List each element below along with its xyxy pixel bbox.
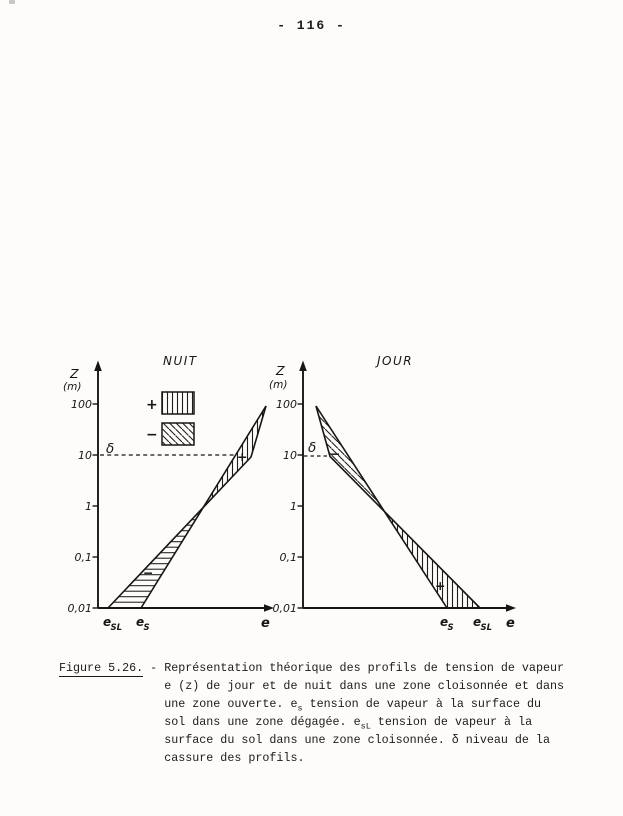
caption-dash: - [143,661,165,675]
jour-y-tick-labels [273,398,298,615]
nuit-plus-mark: + [237,449,248,464]
legend-minus-swatch [162,423,194,445]
page-number: - 116 - [277,18,346,33]
jour-y-axis-arrow [299,361,307,372]
jour-panel [269,354,516,633]
jour-delta-label: δ [308,440,317,456]
vapour-profiles-figure [55,345,525,645]
jour-z-axis-units: (m) [269,379,288,391]
figure-caption [59,659,623,767]
legend-plus-label: + [146,397,158,413]
nuit-tick-10: 10 [78,449,92,462]
caption-line-4b: tension de vapeur à la [370,715,533,729]
jour-esl-surface-label: e [473,615,482,629]
nuit-x-axis-label: e [261,616,270,631]
caption-line-3b: tension de vapeur à la surface du [302,697,542,711]
caption-line-3a: une zone ouverte. e [164,697,298,711]
jour-tick-10: 10 [283,449,297,462]
nuit-es-surface-sub: S [143,623,150,633]
jour-es-surface-label: e [440,615,449,629]
nuit-tick-0-1: 0,1 [74,551,92,564]
jour-tick-100: 100 [276,398,297,411]
legend-minus-label: − [146,427,158,443]
nuit-delta-label: δ [106,441,115,457]
caption-line-4a: sol dans une zone dégagée. e [164,715,361,729]
nuit-esl-surface-sub: SL [110,623,123,633]
nuit-esl-surface-label: e [103,615,112,629]
nuit-es-profile-line [141,406,266,608]
caption-es-subscript: s [297,703,303,714]
nuit-tick-1: 1 [85,500,92,513]
jour-es-surface-sub: S [447,623,454,633]
legend-plus-swatch [162,392,194,414]
nuit-tick-0-01: 0,01 [67,602,92,615]
jour-tick-1: 1 [290,500,297,513]
nuit-legend [146,392,194,445]
nuit-y-axis-arrow [94,361,102,372]
caption-line-5: surface du sol dans une zone cloisonnée. δ niveau de la [164,733,550,747]
jour-plus-mark: + [435,578,446,593]
jour-x-axis-arrow [506,604,516,611]
jour-esl-profile-line [316,406,480,608]
jour-minus-mark: − [330,446,341,461]
nuit-title: NUIT [163,354,198,368]
nuit-z-axis-units: (m) [63,381,82,393]
nuit-es-surface-label: e [136,615,145,629]
caption-esl-subscript: sL [360,721,371,732]
jour-tick-0-01: 0,01 [272,602,297,615]
nuit-z-axis-label: Z [70,366,79,381]
jour-esl-surface-sub: SL [480,623,493,633]
nuit-tick-100: 100 [71,398,92,411]
jour-title: JOUR [377,354,414,368]
figure-caption-label: Figure 5.26. [59,661,144,675]
scan-artifact [9,0,15,4]
nuit-y-tick-labels [68,398,93,615]
jour-x-axis-label: e [506,616,515,631]
caption-line-6: cassure des profils. [164,751,305,765]
nuit-panel [63,354,274,633]
jour-z-axis-label: Z [276,363,285,378]
figure-5-26-diagram [55,345,525,645]
jour-tick-0-1: 0,1 [279,551,297,564]
caption-line-2: e (z) de jour et de nuit dans une zone cloisonnée et dans [164,679,564,693]
jour-axes [298,361,517,612]
caption-line-1: Représentation théorique des profils de tension de vapeur [164,661,564,675]
jour-es-profile-line [316,406,447,608]
nuit-minus-mark: − [143,565,154,580]
